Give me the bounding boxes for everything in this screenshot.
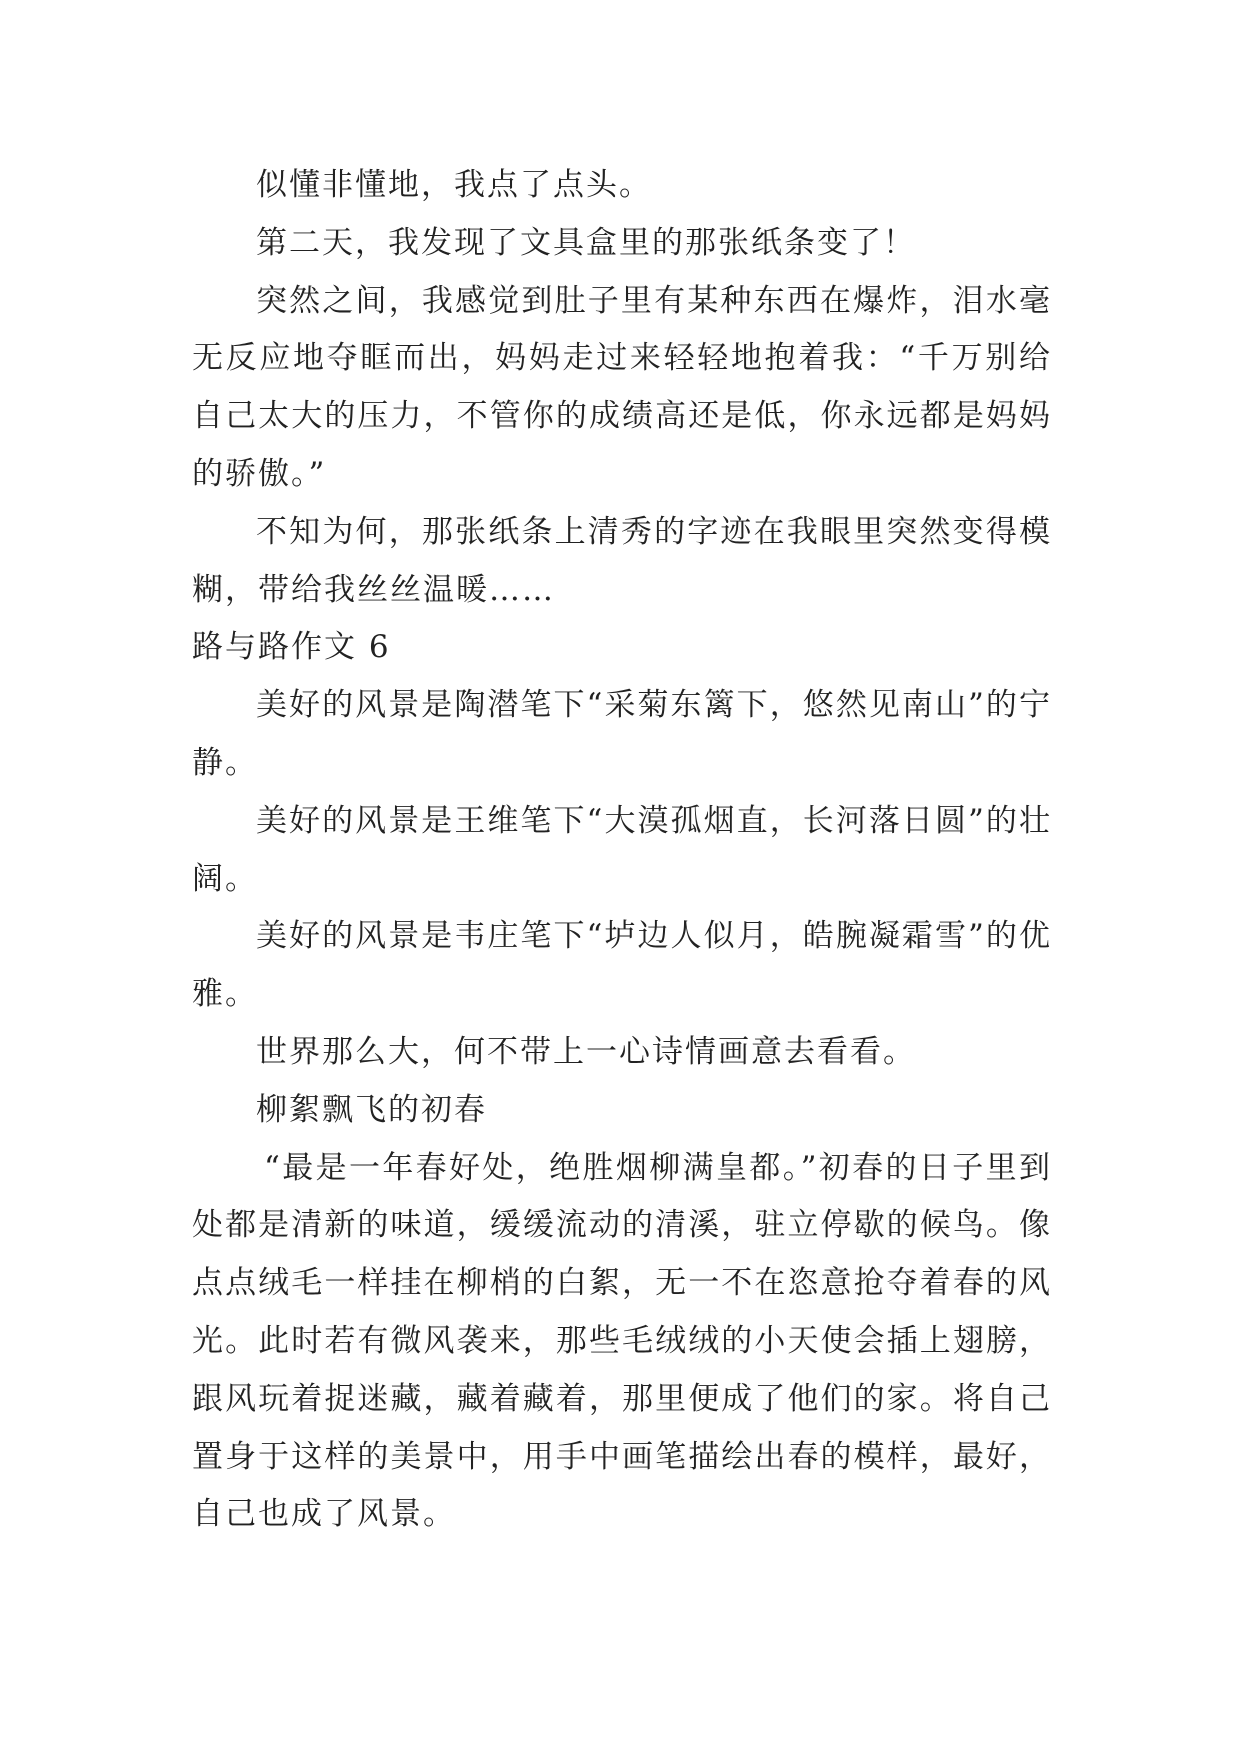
paragraph: 第二天，我发现了文具盒里的那张纸条变了！ <box>256 224 916 261</box>
paragraph: 似懂非懂地，我点了点头。 <box>256 167 652 203</box>
paragraph: “最是一年春好处，绝胜烟柳满皇都。”初春的日子里到处都是清新的味道，缓缓流动的清溪，驻立停歇的候鸟。像点点绒毛一样挂在柳梢的白絮，无一不在恣意抢夺着春的风光。此时若有微风袭来，那些毛绒绒的小天使会插上翅膀，跟风玩着捉迷藏，藏着藏着，那里便成了他们的家。将自己置身于这样的美景中，用手中画笔描绘出春的模样，最好，自己也成了风景。 <box>192 1149 1052 1533</box>
document-body <box>192 157 1052 1544</box>
paragraph: 不知为何，那张纸条上清秀的字迹在我眼里突然变得模糊，带给我丝丝温暖…… <box>192 513 1052 608</box>
paragraph: 美好的风景是陶潜笔下“采菊东篱下，悠然见南山”的宁静。 <box>192 687 1052 781</box>
subheading: 柳絮飘飞的初春 <box>256 1091 487 1128</box>
paragraph: 突然之间，我感觉到肚子里有某种东西在爆炸，泪水毫无反应地夺眶而出，妈妈走过来轻轻地抱着我：“千万别给自己太大的压力，不管你的成绩高还是低，你永远都是妈妈的骄傲。” <box>192 282 1052 492</box>
paragraph: 美好的风景是王维笔下“大漠孤烟直，长河落日圆”的壮阔。 <box>192 802 1052 897</box>
section-heading: 路与路作文 6 <box>192 629 391 666</box>
paragraph: 世界那么大，何不带上一心诗情画意去看看。 <box>256 1033 916 1070</box>
paragraph: 美好的风景是韦庄笔下“垆边人似月，皓腕凝霜雪”的优雅。 <box>192 918 1052 1013</box>
